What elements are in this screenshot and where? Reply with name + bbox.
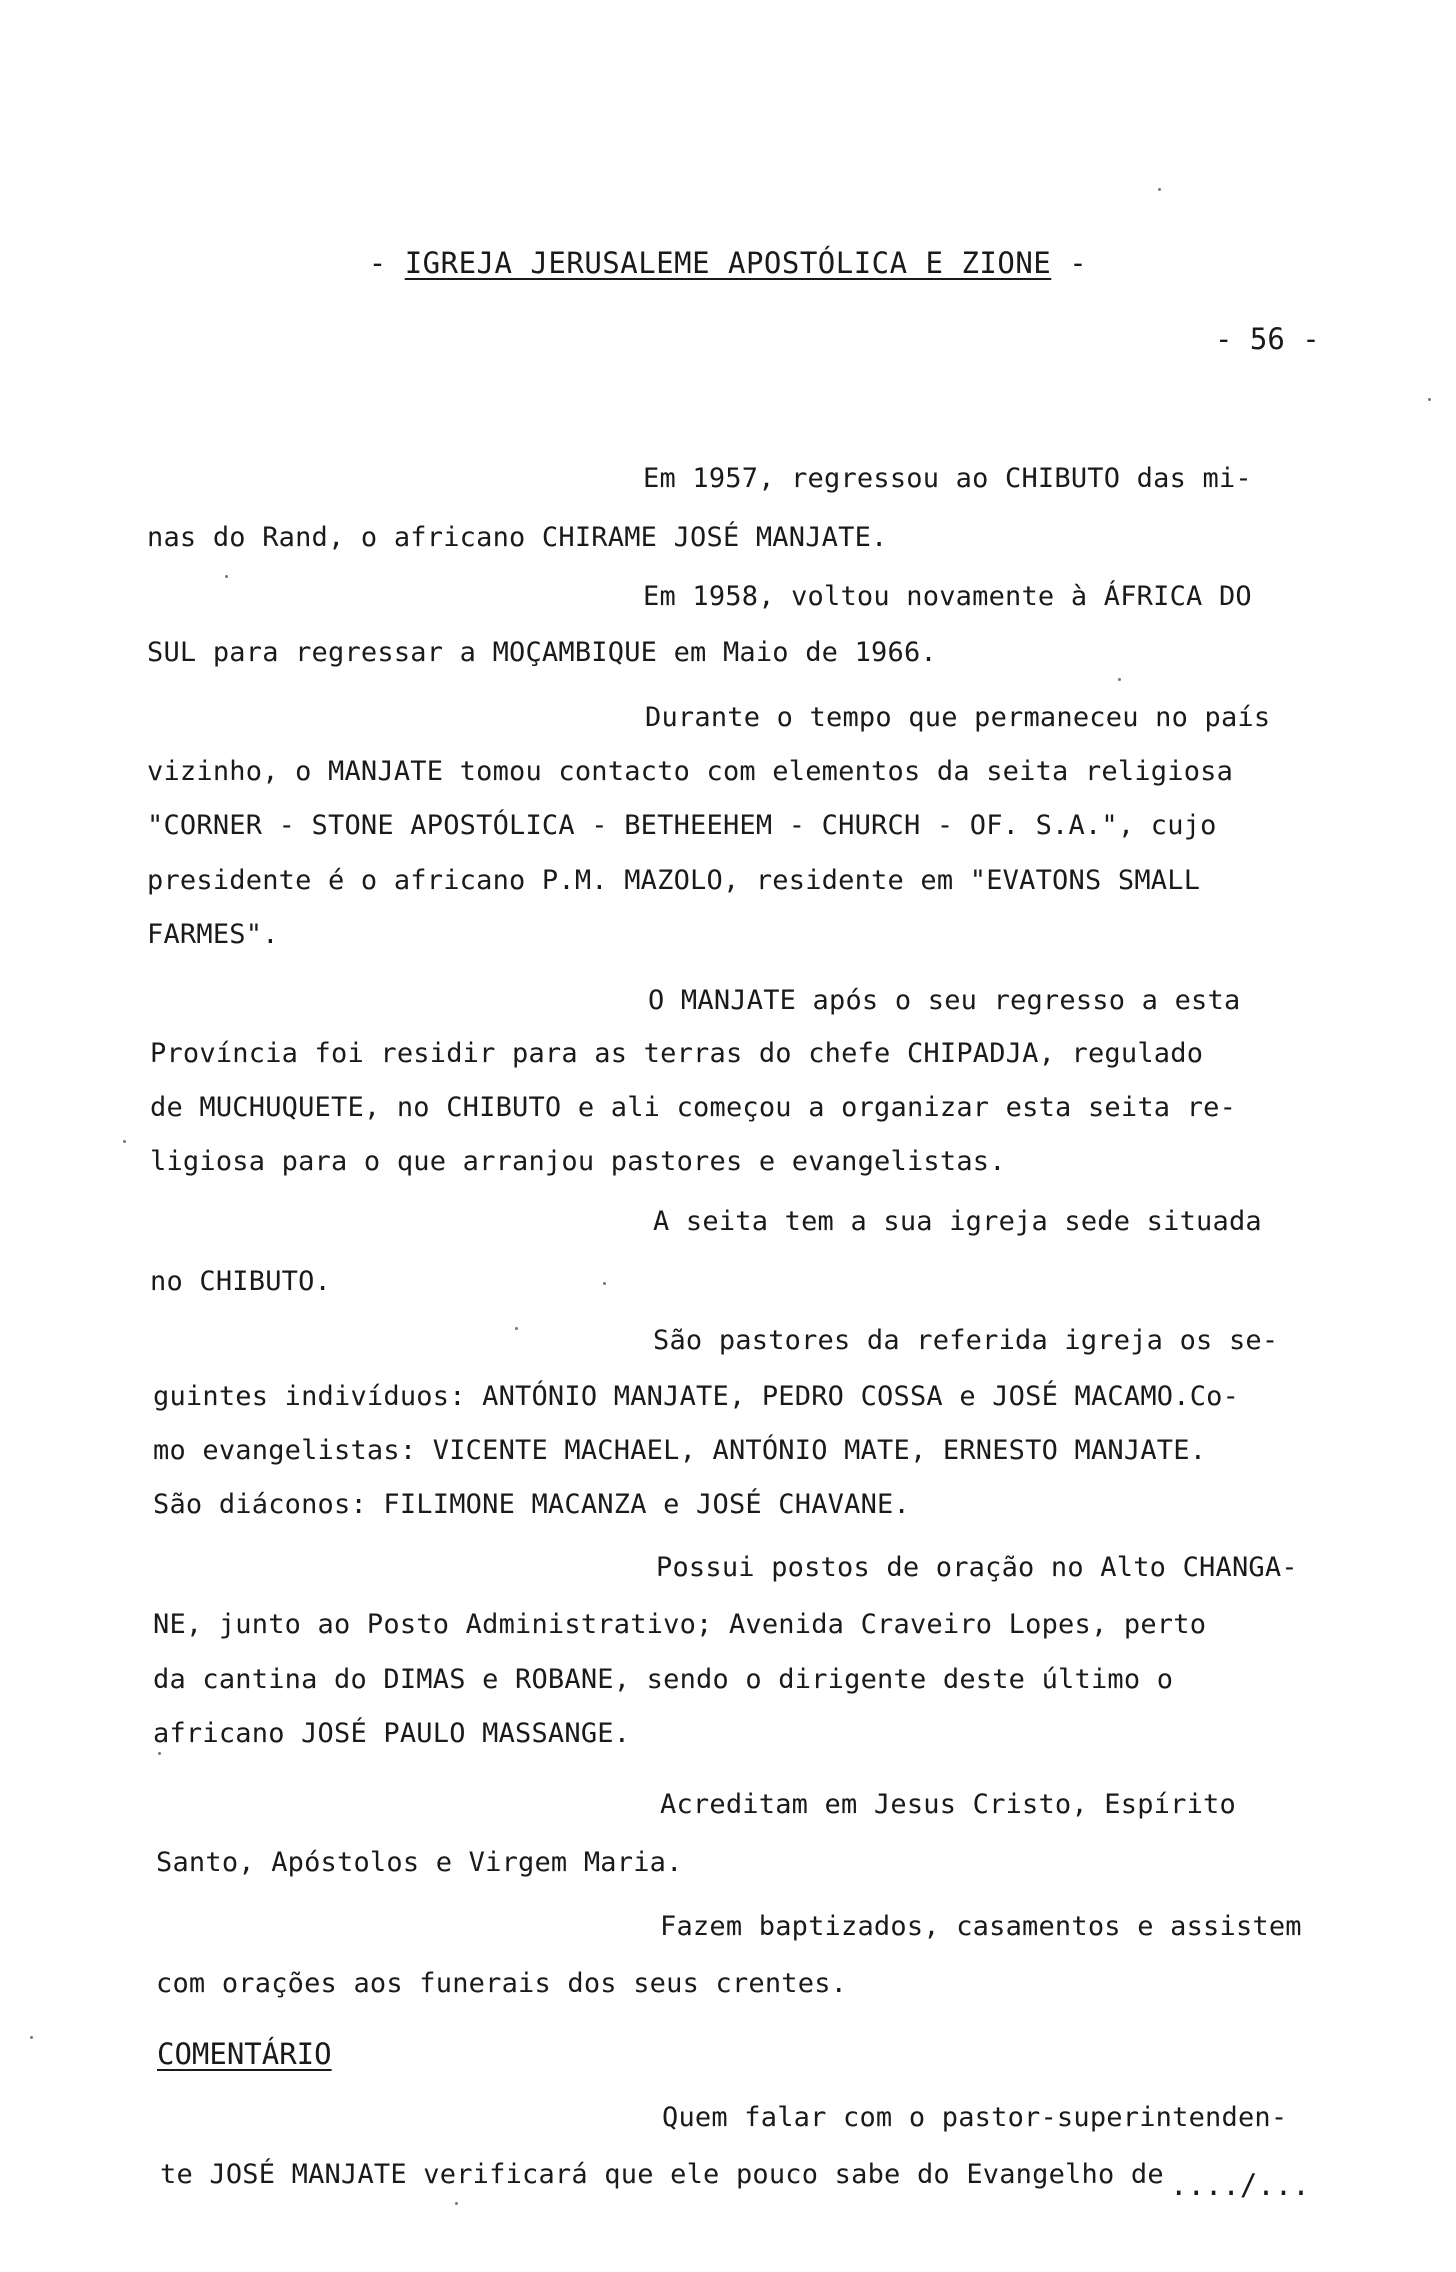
text-line: te JOSÉ MANJATE verificará que ele pouco sabe do Evangelho de — [160, 2159, 1164, 2190]
text-line: Durante o tempo que permaneceu no país — [645, 702, 1271, 733]
scan-speck — [1158, 188, 1161, 191]
text-line: "CORNER - STONE APOSTÓLICA - BETHEEHEM - CHURCH - OF. S.A.", cujo — [147, 810, 1217, 841]
text-line: SUL para regressar a MOÇAMBIQUE em Maio de 1966. — [147, 637, 937, 668]
scan-speck — [225, 575, 228, 578]
scan-speck — [603, 1282, 606, 1285]
text-line: São diáconos: FILIMONE MACANZA e JOSÉ CHAVANE. — [153, 1489, 910, 1520]
header-dash-right: - — [1051, 246, 1088, 280]
text-line: A seita tem a sua igreja sede situada — [653, 1206, 1262, 1237]
text-line: nas do Rand, o africano CHIRAME JOSÉ MANJATE. — [147, 522, 888, 553]
text-line: mo evangelistas: VICENTE MACHAEL, ANTÓNIO MATE, ERNESTO MANJATE. — [153, 1435, 1207, 1466]
text-line: ligiosa para o que arranjou pastores e evangelistas. — [150, 1146, 1006, 1177]
text-line: da cantina do DIMAS e ROBANE, sendo o dirigente deste último o — [153, 1664, 1174, 1695]
text-line: de MUCHUQUETE, no CHIBUTO e ali começou a organizar esta seita re- — [150, 1092, 1237, 1123]
scan-speck — [158, 1752, 161, 1755]
text-line: Em 1958, voltou novamente à ÁFRICA DO — [643, 581, 1252, 612]
text-line: São pastores da referida igreja os se- — [653, 1325, 1279, 1356]
text-line: Quem falar com o pastor-superintenden- — [662, 2102, 1288, 2133]
document-header — [0, 246, 1456, 280]
text-line: NE, junto ao Posto Administrativo; Avenida Craveiro Lopes, perto — [153, 1609, 1207, 1640]
text-line: O MANJATE após o seu regresso a esta — [648, 985, 1241, 1016]
scan-speck — [123, 1140, 126, 1143]
scan-speck — [455, 2202, 458, 2205]
text-line: Santo, Apóstolos e Virgem Maria. — [156, 1847, 683, 1878]
text-line: guintes indivíduos: ANTÓNIO MANJATE, PEDRO COSSA e JOSÉ MACAMO.Co- — [153, 1381, 1240, 1412]
text-line: Em 1957, regressou ao CHIBUTO das mi- — [643, 463, 1252, 494]
header-dash-left: - — [368, 246, 405, 280]
scan-speck — [1428, 398, 1431, 401]
page-number: - 56 - — [1215, 322, 1320, 356]
text-line: com orações aos funerais dos seus crentes. — [156, 1968, 848, 1999]
text-line: Acreditam em Jesus Cristo, Espírito — [660, 1789, 1236, 1820]
section-heading-comentario: COMENTÁRIO — [157, 2037, 332, 2071]
document-title: IGREJA JERUSALEME APOSTÓLICA E ZIONE — [404, 246, 1052, 280]
continuation-mark: ..../... — [1170, 2168, 1310, 2202]
scan-speck — [30, 2036, 33, 2039]
scan-speck — [515, 1327, 518, 1330]
text-line: no CHIBUTO. — [150, 1266, 332, 1297]
text-line: vizinho, o MANJATE tomou contacto com elementos da seita religiosa — [147, 756, 1234, 787]
text-line: Província foi residir para as terras do chefe CHIPADJA, regulado — [150, 1038, 1204, 1069]
text-line: Possui postos de oração no Alto CHANGA- — [656, 1552, 1298, 1583]
text-line: africano JOSÉ PAULO MASSANGE. — [153, 1718, 631, 1749]
text-line: Fazem baptizados, casamentos e assistem — [660, 1911, 1302, 1942]
text-line: presidente é o africano P.M. MAZOLO, residente em "EVATONS SMALL — [147, 865, 1201, 896]
text-line: FARMES". — [147, 919, 279, 950]
scan-speck — [1118, 678, 1121, 681]
